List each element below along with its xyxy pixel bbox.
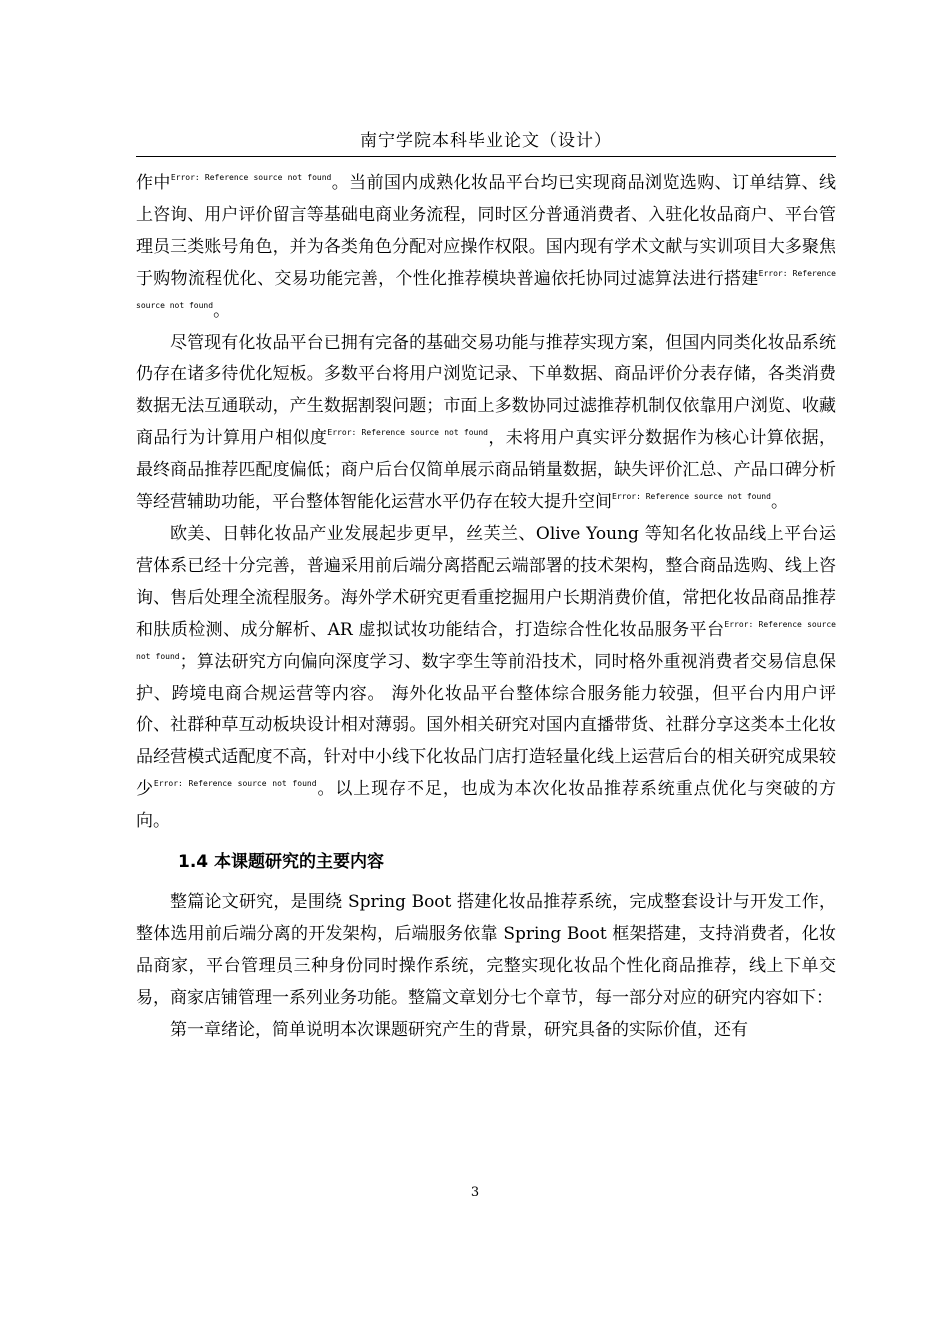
reference-error: Error: Reference source not found: [136, 268, 836, 310]
page-number: 3: [470, 1185, 480, 1200]
text-run: 。: [770, 492, 788, 513]
reference-error: Error: Reference source not found: [170, 173, 332, 182]
reference-error: Error: Reference source not found: [153, 779, 317, 789]
text-run: ；算法研究方向偏向深度学习、数字孪生等前沿技术，同时格外重视消费者交易信息保护、跨境电商合规运营等内容。 海外化妆品平台整体综合服务能力较强，但平台内用户评价、社群种草互动板块设计相对薄弱。国外相关研究对国内直播带货、社群分享这类本土化妆品经营模式适配度不高，针对中小线下化妆品门店打造轻量化线上运营后台的相关研究成果较少: [136, 651, 836, 800]
text-run: 尽管现有化妆品平台已拥有完备的基础交易功能与推荐实现方案，但国内同类化妆品系统仍存在诸多待优化短板。多数平台将用户浏览记录、下单数据、商品评价分表存储，各类消费数据无法互通联动，产生数据割裂问题；市面上多数协同过滤推荐机制仅依靠用户浏览、收藏商品行为计算用户相似度: [136, 332, 836, 449]
paragraph-continuation: [136, 168, 836, 328]
text-run: ，未将用户真实评分数据作为核心计算依据，最终商品推荐匹配度偏低；商户后台仅简单展示商品销量数据，缺失评价汇总、产品口碑分析等经营辅助功能，平台整体智能化运营水平仍存在较大提升空间: [136, 428, 836, 513]
text-run: 。: [213, 300, 231, 321]
paragraph-domestic-shortcomings: [136, 328, 836, 519]
section-heading: 1.4 本课题研究的主要内容: [178, 852, 385, 873]
paragraph-overseas-research: [136, 519, 836, 838]
text-run: 作中: [136, 173, 171, 193]
text-run: 。以上现存不足，也成为本次化妆品推荐系统重点优化与突破的方向。: [136, 779, 837, 832]
header-rule: [136, 156, 836, 157]
text-run: 。当前国内成熟化妆品平台均已实现商品浏览选购、订单结算、线上咨询、用户评价留言等基础电商业务流程，同时区分普通消费者、入驻化妆品商户、平台管理员三类账号角色，并为各类角色分配对应操作权限。国内现有学术文献与实训项目大多聚焦于购物流程优化、交易功能完善，个性化推荐模块普遍依托协同过滤算法进行搭建: [136, 173, 836, 289]
paragraph-main-content: 整篇论文研究，是围绕 Spring Boot 搭建化妆品推荐系统，完成整套设计与开发工作，整体选用前后端分离的开发架构，后端服务依靠 Spring Boot 框架搭建，支持消费者，化妆品商家，平台管理员三种身份同时操作系统，完整实现化妆品个性化商品推荐，线上下单交易，商家店铺管理一系列业务功能。整篇文章划分七个章节，每一部分对应的研究内容如下：: [136, 892, 836, 1008]
reference-error: Error: Reference source not found: [612, 492, 771, 502]
paragraph-chapter-one: 第一章绪论，简单说明本次课题研究产生的背景，研究具备的实际价值，还有: [170, 1019, 748, 1040]
body-text: [136, 168, 836, 1047]
text-run: 欧美、日韩化妆品产业发展起步更早，丝芙兰、Olive Young 等知名化妆品线上平台运营体系已经十分完善，普遍采用前后端分离搭配云端部署的技术架构，整合商品选购、线上咨询、售后处理全流程服务。海外学术研究更看重挖掘用户长期消费价值，常把化妆品商品推荐和肤质检测、成分解析、AR 虚拟试妆功能结合，打造综合性化妆品服务平台: [136, 523, 836, 640]
reference-error: Error: Reference source not found: [327, 428, 488, 438]
reference-error: Error: Reference source not found: [136, 619, 836, 661]
page-header: 南宁学院本科毕业论文（设计）: [360, 131, 612, 151]
